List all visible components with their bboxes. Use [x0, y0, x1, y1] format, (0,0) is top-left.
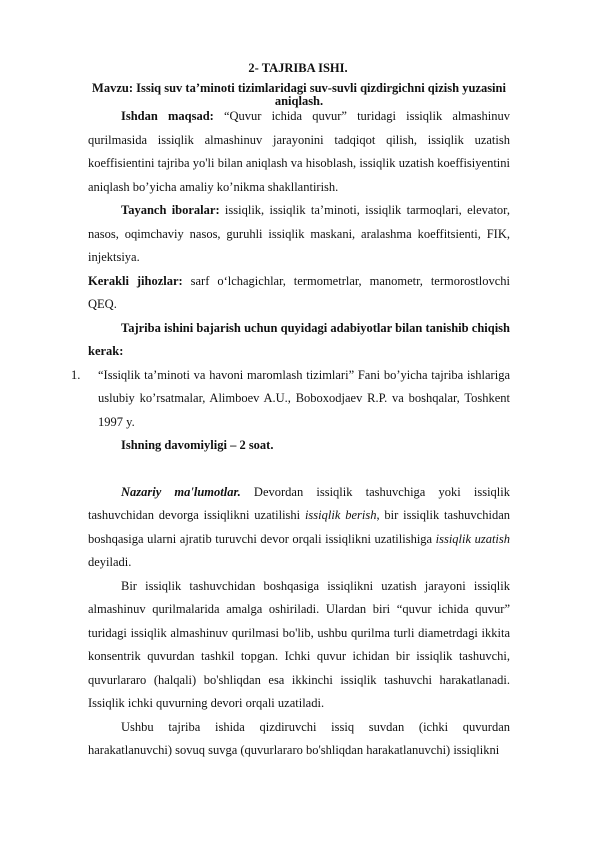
theory-paragraph: Nazariy ma'lumotlar. Devordan issiqlik tashuvchiga yoki issiqlik tashuvchidan devorga issiqlikni uzatilishi issiqlik berish, bir issiqlik tashuvchidan boshqasiga ularni ajratib turuvchi devor orqali issiqlikni uzatilishiga issiqlik uzatish deyiladi. — [88, 484, 511, 569]
literature-list — [71, 364, 510, 435]
theory-paragraph-2: Bir issiqlik tashuvchidan boshqasiga issiqlikni uzatish jarayoni issiqlik almashinuv qurilmalarida amalga oshiriladi. Ulardan biri “quvur ichida quvur” turidagi issiqlik almashinuv qurilmasi bo'lib, ushbu qurilma turli diametrdagi ikkita konsentrik quvurdan tashkil topgan. Ichki quvur ichidan bir issiqlik tashuvchi, quvurlararo (halqali) bo'shliqdan esa ikkinchi issiqlik tashuvchi harakatlanadi. Issiqlik ichki quvurning devori orqali uzatiladi. — [88, 578, 510, 710]
goal-paragraph — [88, 105, 510, 199]
topic-heading: Mavzu: Issiq suv ta’minoti tizimlaridagi suv-suvli qizdirgichni qizish yuzasini aniqlash. — [92, 81, 506, 108]
equipment-text: sarf o‘lchagichlar, termometrlar, manometr, termorostlovchi QEQ. — [88, 273, 510, 311]
goal-text: “Quvur ichida quvur” turidagi issiqlik almashinuv qurilmasida issiqlik almashinuv jarayonini tadqiqot qilish, issiqlik uzatish koeffisientini tajriba yo'li bilan aniqlash va hisoblash, issiqlik uzatish koeffisiyentini aniqlash bo’yicha amaliy ko’nikma shakllantirish. — [88, 109, 510, 194]
list-item-number: 1. — [71, 367, 81, 382]
term-heat-transmission: issiqlik uzatish — [435, 531, 510, 546]
keywords-label: Tayanch iboralar: — [121, 203, 220, 217]
equipment-label: Kerakli jihozlar: — [88, 273, 183, 288]
keywords-text: issiqlik, issiqlik ta’minoti, issiqlik tarmoqlari, elevator, nasos, oqimchaviy nasos, guruhli issiqlik maskani, aralashma koeffitsienti, FIK, injektsiya. — [88, 203, 510, 264]
document-body — [71, 105, 511, 763]
literature-intro: Tajriba ishini bajarish uchun quyidagi adabiyotlar bilan tanishib chiqish kerak: — [88, 320, 510, 358]
theory-label: Nazariy ma'lumotlar. — [121, 484, 241, 499]
keywords-paragraph — [88, 199, 510, 270]
goal-label: Ishdan maqsad: — [121, 109, 214, 123]
paragraph-gap — [88, 458, 510, 481]
term-heat-transfer: issiqlik berish — [304, 508, 377, 522]
theory-paragraph-3: Ushbu tajriba ishida qizdiruvchi issiq suvdan (ichki quvurdan harakatlanuvchi) sovuq suvga (quvurlararo bo'shliqdan harakatlanuvchi) issiqlikni — [88, 719, 510, 757]
list-item-text: “Issiqlik ta’minoti va havoni maromlash tizimlari” Fani bo’yicha tajriba ishlariga uslubiy ko’rsatmalar, Alimboev A.U., Boboxodjaev R.P. va boshqalar, Toshkent 1997 y. — [98, 367, 510, 429]
list-item — [71, 364, 510, 435]
duration-paragraph: Ishning davomiyligi – 2 soat. — [121, 438, 274, 452]
equipment-paragraph — [88, 270, 510, 317]
page-title: 2- TAJRIBA ISHI. — [248, 61, 348, 75]
